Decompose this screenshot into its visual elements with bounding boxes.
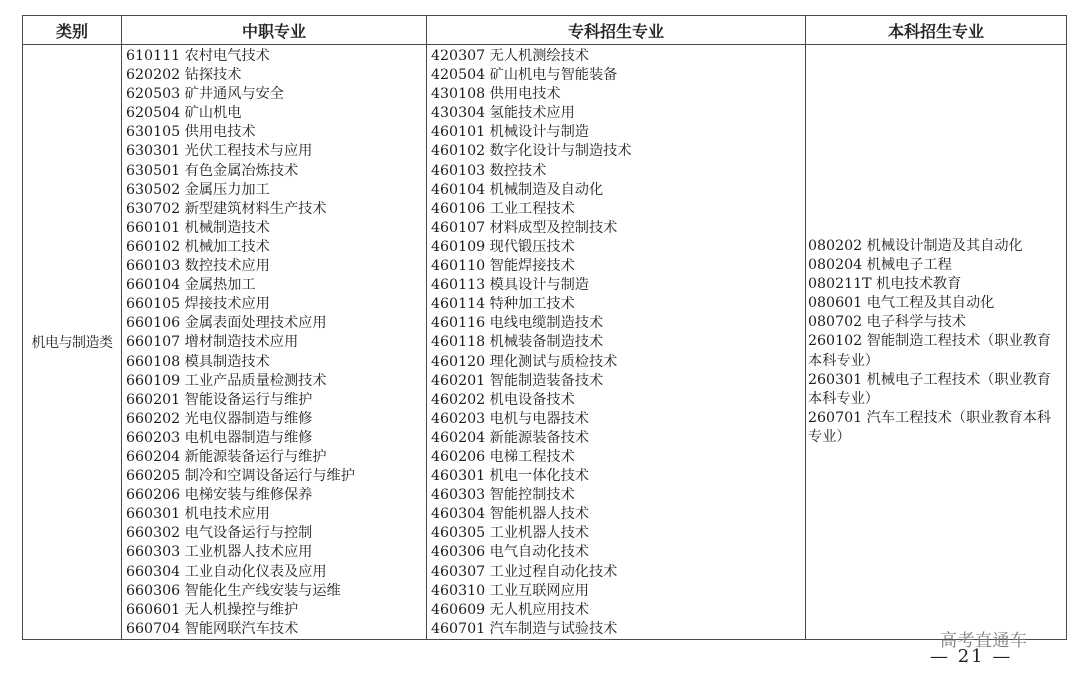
vocational-major-item: 460104 机械制造及自动化 — [431, 181, 604, 198]
secondary-major-item: 660203 电机电器制造与维修 — [126, 429, 313, 446]
vocational-major-item: 460107 材料成型及控制技术 — [431, 219, 618, 236]
secondary-major-item: 660104 金属热加工 — [126, 277, 256, 294]
vocational-major-item: 460120 理化测试与质检技术 — [431, 353, 618, 370]
bachelor-major-item: 260701 汽车工程技术（职业教育本科专业） — [808, 409, 1052, 445]
secondary-major-item: 660204 新能源装备运行与维护 — [126, 448, 327, 465]
category-cell: 机电与制造类 — [23, 45, 122, 640]
majors-table — [22, 15, 1067, 640]
vocational-major-item: 460109 现代锻压技术 — [431, 238, 575, 255]
header-bachelor-majors: 本科招生专业 — [806, 16, 1067, 45]
secondary-major-item: 610111 农村电气技术 — [126, 48, 270, 64]
bachelor-major-item: 260102 智能制造工程技术（职业教育本科专业） — [808, 333, 1052, 369]
secondary-major-item: 660107 增材制造技术应用 — [126, 334, 299, 351]
body-row — [23, 45, 1067, 640]
vocational-major-item: 460113 模具设计与制造 — [431, 277, 589, 294]
vocational-major-item: 460103 数控技术 — [431, 162, 547, 179]
vocational-major-item: 420504 矿山机电与智能装备 — [431, 67, 618, 84]
vocational-major-item: 460305 工业机器人技术 — [431, 525, 589, 542]
secondary-major-item: 660302 电气设备运行与控制 — [126, 525, 313, 542]
secondary-major-item: 660101 机械制造技术 — [126, 219, 270, 236]
secondary-major-item: 630702 新型建筑材料生产技术 — [126, 200, 327, 217]
bachelor-major-item: 080211T 机电技术教育 — [808, 276, 962, 293]
secondary-major-item: 630502 金属压力加工 — [126, 181, 270, 198]
header-vocational-majors: 专科招生专业 — [427, 16, 806, 45]
vocational-major-item: 460106 工业工程技术 — [431, 200, 575, 217]
secondary-major-item: 660109 工业产品质量检测技术 — [126, 372, 327, 389]
vocational-major-item: 460116 电线电缆制造技术 — [431, 315, 604, 332]
secondary-major-item: 620503 矿井通风与安全 — [126, 86, 284, 103]
secondary-major-item: 660106 金属表面处理技术应用 — [126, 315, 327, 332]
vocational-major-item: 460114 特种加工技术 — [431, 296, 575, 313]
vocational-major-item: 460304 智能机器人技术 — [431, 506, 589, 523]
vocational-major-item: 460701 汽车制造与试验技术 — [431, 620, 618, 637]
secondary-major-item: 630105 供用电技术 — [126, 124, 256, 141]
secondary-major-item: 660206 电梯安装与维修保养 — [126, 487, 313, 504]
vocational-major-item: 460609 无人机应用技术 — [431, 601, 589, 618]
vocational-major-item: 460206 电梯工程技术 — [431, 448, 575, 465]
vocational-major-item: 460301 机电一体化技术 — [431, 468, 589, 485]
vocational-major-item: 460202 机电设备技术 — [431, 391, 575, 408]
vocational-major-item: 460110 智能焊接技术 — [431, 258, 575, 275]
vocational-major-item: 430108 供用电技术 — [431, 86, 561, 103]
secondary-major-item: 620504 矿山机电 — [126, 105, 242, 122]
bachelor-major-item: 260301 机械电子工程技术（职业教育本科专业） — [808, 371, 1052, 407]
vocational-major-item: 460310 工业互联网应用 — [431, 582, 589, 599]
secondary-major-item: 660704 智能网联汽车技术 — [126, 620, 299, 637]
header-category: 类别 — [23, 16, 122, 45]
secondary-major-item: 630501 有色金属冶炼技术 — [126, 162, 299, 179]
vocational-major-item: 460203 电机与电器技术 — [431, 410, 589, 427]
secondary-major-item: 660103 数控技术应用 — [126, 258, 270, 275]
secondary-major-item: 660108 模具制造技术 — [126, 353, 270, 370]
secondary-major-item: 660105 焊接技术应用 — [126, 296, 270, 313]
secondary-major-item: 630301 光伏工程技术与应用 — [126, 143, 313, 160]
vocational-majors-list — [427, 45, 805, 639]
secondary-major-item: 620202 钻探技术 — [126, 67, 242, 84]
vocational-major-item: 460101 机械设计与制造 — [431, 124, 589, 141]
secondary-major-item: 660306 智能化生产线安装与运维 — [126, 582, 341, 599]
secondary-major-item: 660205 制冷和空调设备运行与维护 — [126, 468, 355, 485]
vocational-major-item: 430304 氢能技术应用 — [431, 105, 575, 122]
bachelor-majors-cell — [806, 45, 1067, 640]
header-row — [23, 16, 1067, 45]
vocational-major-item: 460118 机械装备制造技术 — [431, 334, 604, 351]
vocational-major-item: 460303 智能控制技术 — [431, 487, 575, 504]
secondary-major-item: 660202 光电仪器制造与维修 — [126, 410, 313, 427]
vocational-majors-cell — [427, 45, 806, 640]
bachelor-major-item: 080702 电子科学与技术 — [808, 314, 966, 331]
vocational-major-item: 460306 电气自动化技术 — [431, 544, 589, 561]
secondary-majors-list — [122, 45, 426, 639]
bachelor-majors-list — [806, 237, 1066, 447]
bachelor-major-item: 080204 机械电子工程 — [808, 257, 952, 274]
page-number: — 21 — — [930, 646, 1013, 667]
secondary-major-item: 660601 无人机操控与维护 — [126, 601, 299, 618]
secondary-major-item: 660102 机械加工技术 — [126, 238, 270, 255]
vocational-major-item: 460204 新能源装备技术 — [431, 429, 589, 446]
watermark-text: 高考直通车 — [940, 631, 1028, 651]
vocational-major-item: 420307 无人机测绘技术 — [431, 48, 589, 64]
vocational-major-item: 460102 数字化设计与制造技术 — [431, 143, 632, 160]
header-secondary-majors: 中职专业 — [122, 16, 427, 45]
secondary-major-item: 660303 工业机器人技术应用 — [126, 544, 313, 561]
vocational-major-item: 460307 工业过程自动化技术 — [431, 563, 618, 580]
vocational-major-item: 460201 智能制造装备技术 — [431, 372, 604, 389]
secondary-major-item: 660304 工业自动化仪表及应用 — [126, 563, 327, 580]
bachelor-major-item: 080202 机械设计制造及其自动化 — [808, 237, 1023, 254]
secondary-major-item: 660201 智能设备运行与维护 — [126, 391, 313, 408]
bachelor-major-item: 080601 电气工程及其自动化 — [808, 295, 995, 312]
secondary-majors-cell — [122, 45, 427, 640]
secondary-major-item: 660301 机电技术应用 — [126, 506, 270, 523]
